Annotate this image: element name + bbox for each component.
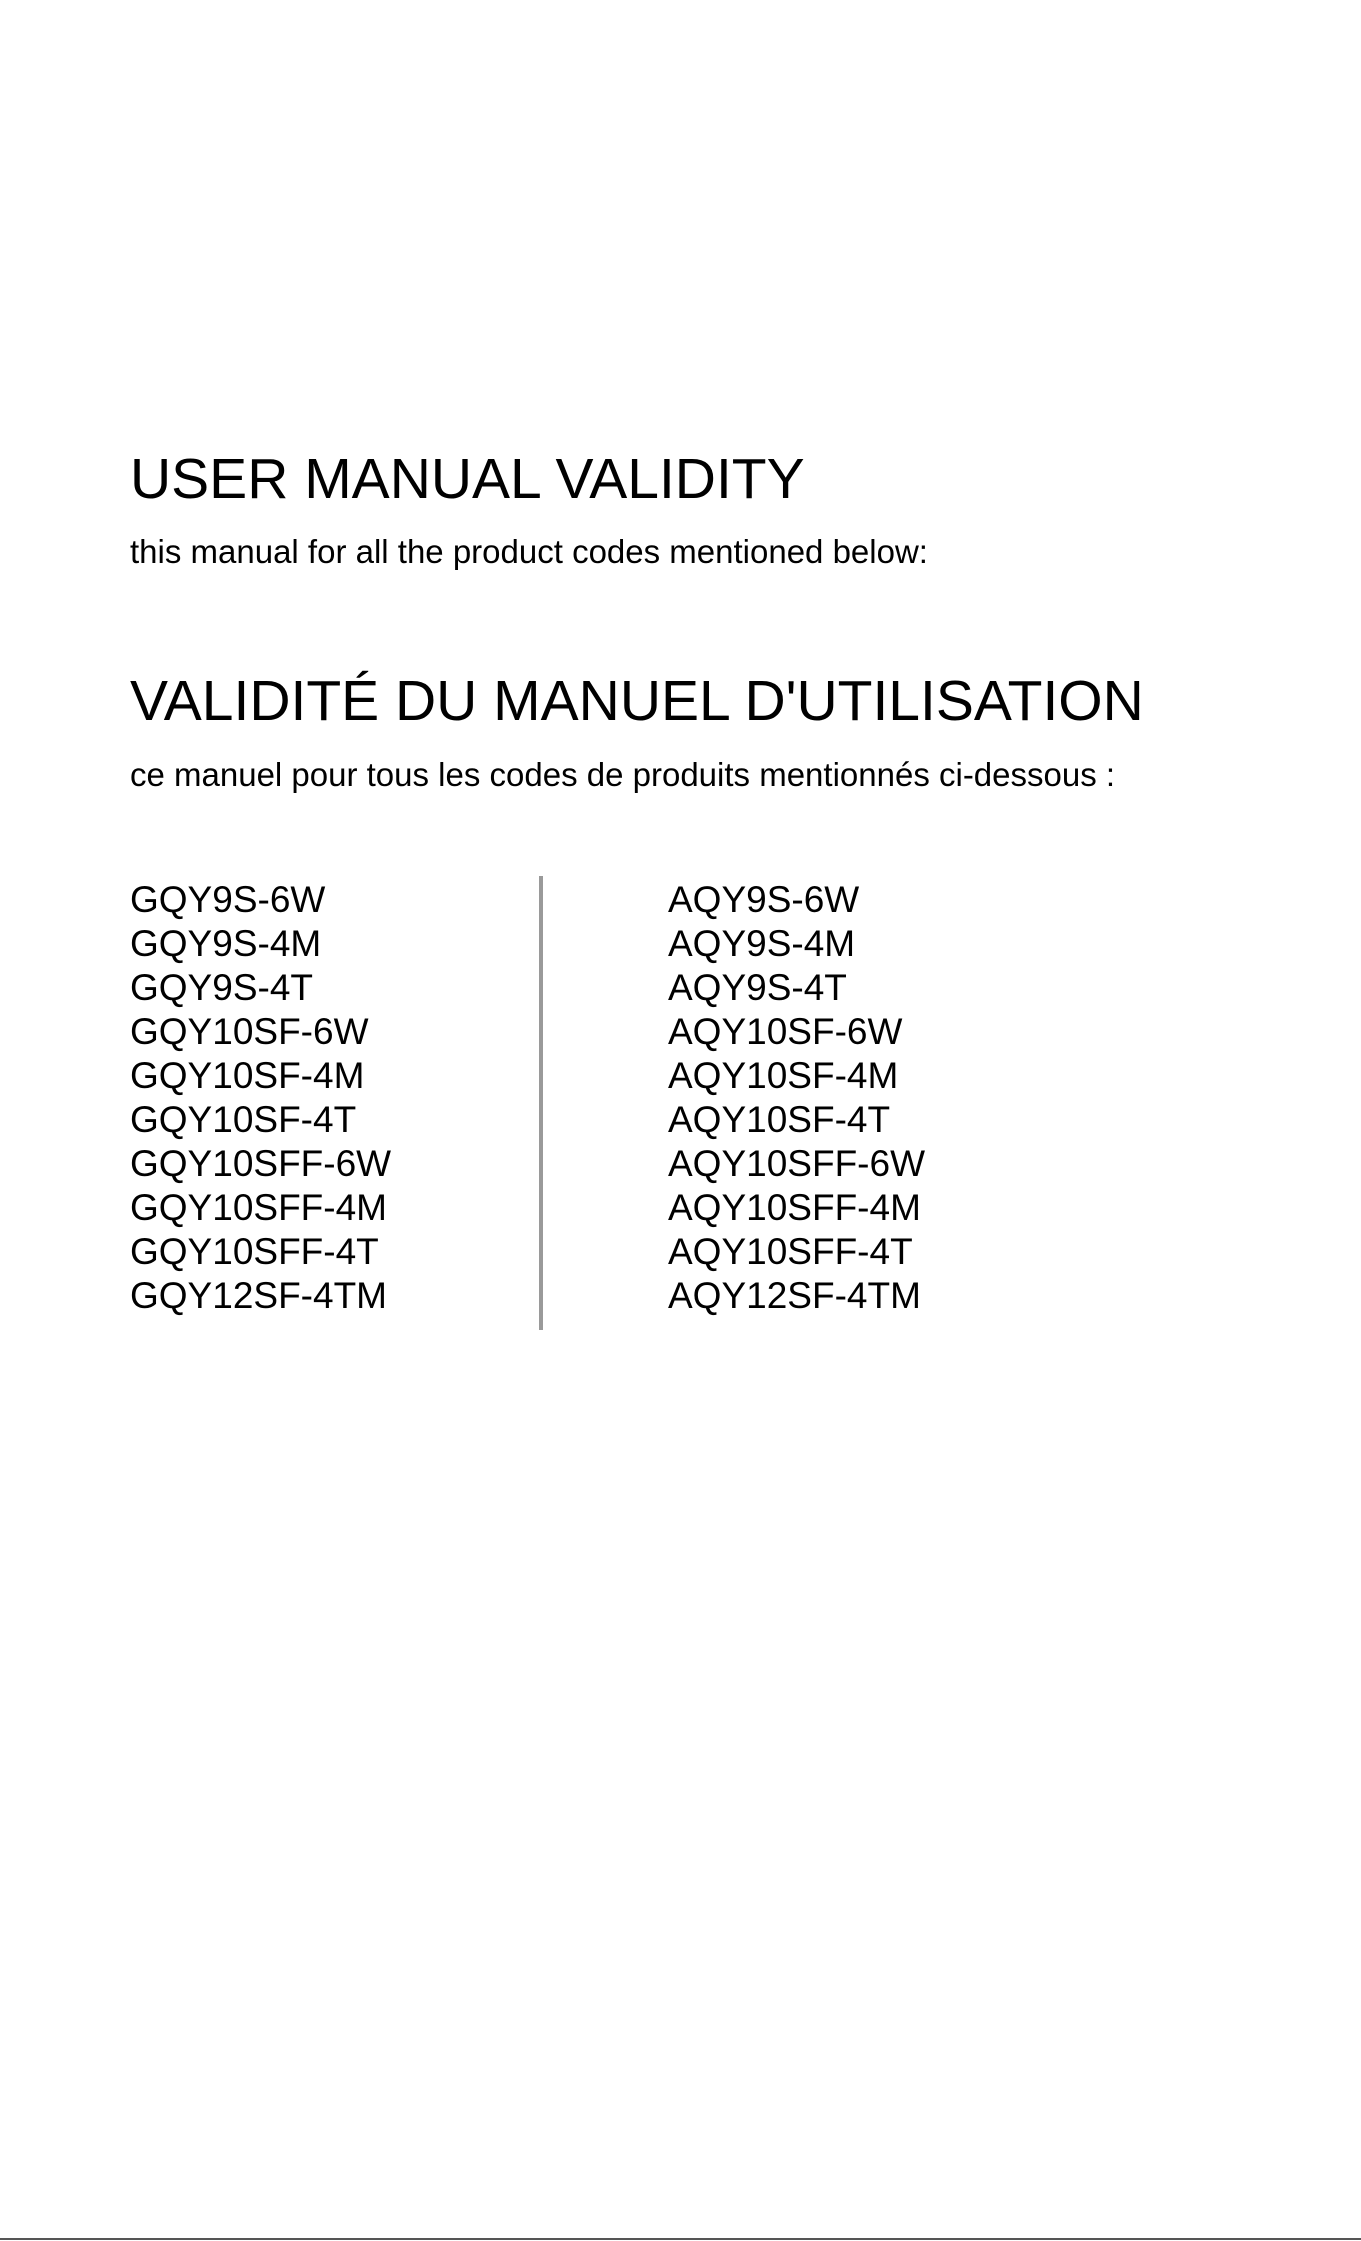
- product-code: GQY10SFF-6W: [130, 1143, 392, 1184]
- product-code: AQY12SF-4TM: [668, 1275, 921, 1316]
- validity-subtitle-fr: ce manuel pour tous les codes de produits mentionnés ci-dessous :: [130, 756, 1116, 793]
- product-code: GQY9S-4M: [130, 923, 322, 964]
- product-code: AQY9S-6W: [668, 879, 860, 920]
- validity-title-fr: VALIDITÉ DU MANUEL D'UTILISATION: [130, 669, 1144, 733]
- validity-subtitle-en: this manual for all the product codes mentioned below:: [130, 533, 928, 570]
- product-code: AQY10SF-6W: [668, 1011, 903, 1052]
- product-code: AQY10SFF-4T: [668, 1231, 913, 1272]
- product-codes-left: [130, 878, 391, 1318]
- validity-title-en: USER MANUAL VALIDITY: [130, 447, 805, 511]
- product-code: AQY9S-4T: [668, 967, 847, 1008]
- column-divider: [539, 876, 543, 1330]
- product-code: GQY10SFF-4T: [130, 1231, 379, 1272]
- product-code: AQY10SF-4T: [668, 1099, 891, 1140]
- product-code: AQY10SFF-6W: [668, 1143, 925, 1184]
- page-bottom-rule: [0, 2238, 1361, 2240]
- product-code: GQY10SF-6W: [130, 1011, 369, 1052]
- product-code: GQY9S-6W: [130, 879, 326, 920]
- product-code: GQY10SF-4T: [130, 1099, 357, 1140]
- product-code: GQY10SF-4M: [130, 1055, 365, 1096]
- product-code: AQY9S-4M: [668, 923, 856, 964]
- product-code: GQY10SFF-4M: [130, 1187, 387, 1228]
- product-code: GQY12SF-4TM: [130, 1275, 387, 1316]
- product-codes-right: [668, 878, 925, 1318]
- product-code: GQY9S-4T: [130, 967, 313, 1008]
- product-code: AQY10SFF-4M: [668, 1187, 921, 1228]
- product-code: AQY10SF-4M: [668, 1055, 899, 1096]
